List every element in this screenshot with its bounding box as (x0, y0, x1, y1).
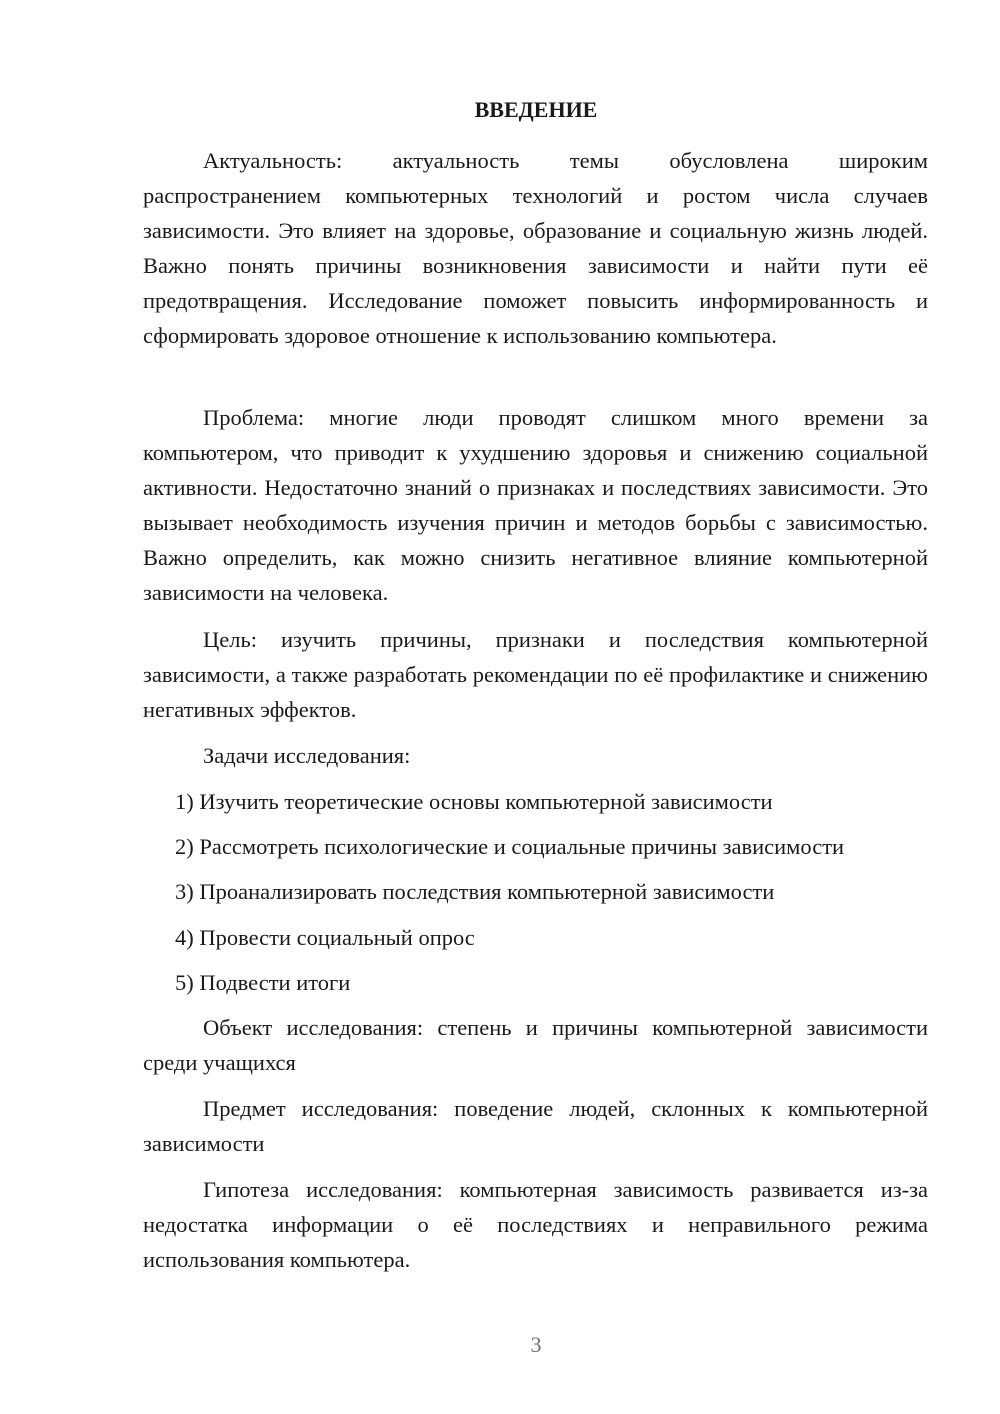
task-item-5: 5) Подвести итоги (175, 970, 351, 995)
task-item-1: 1) Изучить теоретические основы компьютерной зависимости (175, 789, 773, 814)
task-item-4: 4) Провести социальный опрос (175, 925, 475, 950)
task-item-3: 3) Проанализировать последствия компьютерной зависимости (175, 879, 775, 904)
object-paragraph: Объект исследования: степень и причины компьютерной зависимости среди учащихся (143, 1015, 928, 1075)
relevance-paragraph: Актуальность: актуальность темы обусловлена широким распространением компьютерных технологий и ростом числа случаев зависимости. Это влияет на здоровье, образование и социальную жизнь людей. Важно понять причины возникновения зависимости и найти пути её предотвращения. Исследование поможет повысить информированность и сформировать здоровое отношение к использованию компьютера. (143, 148, 928, 348)
page-title: ВВЕДЕНИЕ (474, 97, 598, 122)
tasks-heading: Задачи исследования: (203, 743, 411, 768)
problem-paragraph: Проблема: многие люди проводят слишком много времени за компьютером, что приводит к ухудшению здоровья и снижению социальной активности. Недостаточно знаний о признаках и последствиях зависимости. Это вызывает необходимость изучения причин и методов борьбы с зависимостью. Важно определить, как можно снизить негативное влияние компьютерной зависимости на человека. (143, 405, 928, 605)
subject-paragraph: Предмет исследования: поведение людей, склонных к компьютерной зависимости (143, 1096, 928, 1156)
page-number: 3 (530, 1332, 542, 1357)
hypothesis-paragraph: Гипотеза исследования: компьютерная зависимость развивается из-за недостатка информации о её последствиях и неправильного режима использования компьютера. (143, 1177, 928, 1272)
goal-paragraph: Цель: изучить причины, признаки и последствия компьютерной зависимости, а также разработать рекомендации по её профилактике и снижению негативных эффектов. (143, 627, 928, 722)
task-item-2: 2) Рассмотреть психологические и социальные причины зависимости (175, 834, 845, 859)
